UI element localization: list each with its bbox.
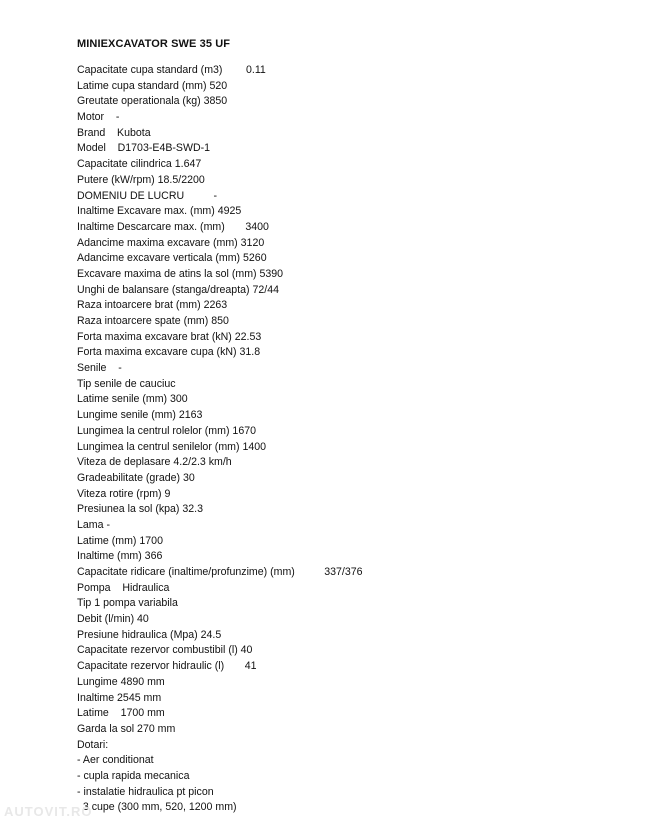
document-title: MINIEXCAVATOR SWE 35 UF — [77, 38, 231, 50]
spec-line: Brand Kubota — [77, 126, 151, 139]
spec-line: Capacitate rezervor hidraulic (l) 41 — [77, 660, 257, 673]
spec-line: Latime senile (mm) 300 — [77, 393, 188, 406]
spec-line: Lungimea la centrul senilelor (mm) 1400 — [77, 440, 267, 453]
spec-line: Lungimea la centrul rolelor (mm) 1670 — [77, 424, 256, 437]
spec-line: Excavare maxima de atins la sol (mm) 5390 — [77, 267, 284, 280]
spec-line: Putere (kW/rpm) 18.5/2200 — [77, 173, 205, 186]
spec-line: Pompa Hidraulica — [77, 581, 170, 594]
spec-line: Capacitate cilindrica 1.647 — [77, 158, 202, 171]
spec-line: Presiunea la sol (kpa) 32.3 — [77, 503, 204, 516]
watermark: AUTOVIT.RO — [4, 804, 93, 819]
spec-line: DOMENIU DE LUCRU - — [77, 189, 218, 202]
spec-line: Adancime maxima excavare (mm) 3120 — [77, 236, 265, 249]
spec-line: Capacitate rezervor combustibil (l) 40 — [77, 644, 253, 657]
spec-line: Raza intoarcere spate (mm) 850 — [77, 315, 229, 327]
spec-line: Raza intoarcere brat (mm) 2263 — [77, 299, 228, 312]
spec-line: Viteza de deplasare 4.2/2.3 km/h — [77, 456, 232, 469]
spec-line: Tip senile de cauciuc — [77, 377, 176, 390]
spec-line: Capacitate ridicare (inaltime/profunzime) (mm) 337/376 — [77, 566, 363, 578]
spec-line: Model D1703-E4B-SWD-1 — [77, 142, 211, 155]
spec-line: Garda la sol 270 mm — [77, 722, 176, 735]
spec-line: Presiune hidraulica (Mpa) 24.5 — [77, 628, 222, 641]
spec-line: Latime 1700 mm — [77, 707, 165, 720]
spec-line: Capacitate cupa standard (m3) 0.11 — [77, 64, 266, 76]
spec-line: Inaltime (mm) 366 — [77, 550, 163, 563]
spec-line: Inaltime Excavare max. (mm) 4925 — [77, 205, 242, 218]
spec-line: Lungime senile (mm) 2163 — [77, 409, 203, 422]
spec-line: - cupla rapida mecanica — [77, 769, 190, 782]
spec-line: - Aer conditionat — [77, 754, 154, 767]
spec-line: Latime cupa standard (mm) 520 — [77, 79, 228, 92]
spec-line: 3 cupe (300 mm, 520, 1200 mm) — [77, 801, 237, 814]
spec-line: Lama - — [77, 518, 110, 531]
spec-line: Debit (l/min) 40 — [77, 613, 149, 626]
spec-line: Lungime 4890 mm — [77, 675, 165, 688]
spec-line: Viteza rotire (rpm) 9 — [77, 487, 171, 500]
spec-line: Motor - — [77, 111, 120, 124]
spec-line: Unghi de balansare (stanga/dreapta) 72/44 — [77, 283, 280, 296]
spec-line: Latime (mm) 1700 — [77, 534, 163, 547]
spec-line: Adancime excavare verticala (mm) 5260 — [77, 252, 267, 265]
spec-list — [77, 63, 647, 816]
spec-line: Inaltime Descarcare max. (mm) 3400 — [77, 220, 269, 233]
spec-line: Forta maxima excavare cupa (kN) 31.8 — [77, 346, 261, 359]
spec-line: Senile - — [77, 362, 122, 375]
spec-line: Forta maxima excavare brat (kN) 22.53 — [77, 330, 262, 343]
spec-line: Dotari: — [77, 738, 109, 751]
spec-line: Inaltime 2545 mm — [77, 691, 162, 704]
spec-line: Gradeabilitate (grade) 30 — [77, 471, 195, 484]
spec-line: - instalatie hidraulica pt picon — [77, 785, 214, 798]
spec-line: Tip 1 pompa variabila — [77, 597, 178, 610]
spec-line: Greutate operationala (kg) 3850 — [77, 95, 228, 108]
